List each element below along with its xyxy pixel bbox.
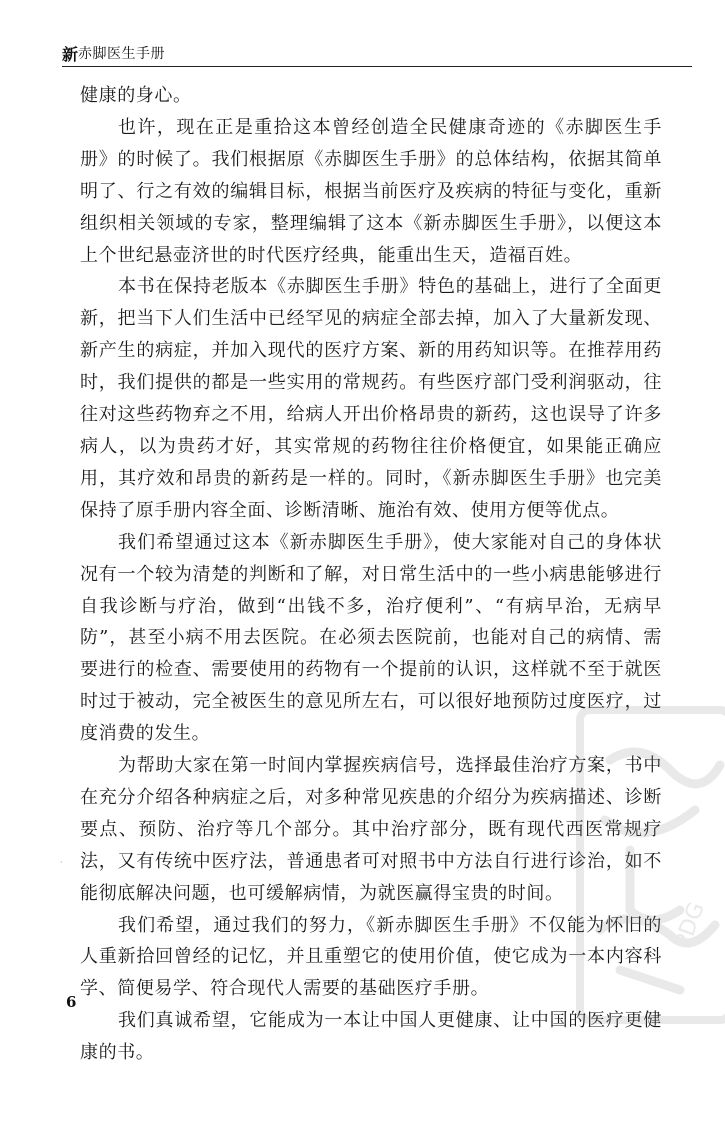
paragraph: 我们希望通过这本《新赤脚医生手册》，使大家能对自己的身体状况有一个较为清楚的判断和了解，对日常生活中的一些小病患能够进行自我诊断与疗治，做到“出钱不多，治疗便利”、“有病早治，无病早防”，甚至小病不用去医院。在必须去医院前，也能对自己的病情、需要进行的检查、需要使用的药物有一个提前的认识，这样就不至于就医时过于被动，完全被医生的意见所左右，可以很好地预防过度医疗，过度消费的发生。: [80, 531, 662, 745]
paragraph: 我们真诚希望，它能成为一本让中国人更健康、让中国的医疗更健康的书。: [80, 1010, 662, 1064]
body-text: [80, 80, 662, 1069]
paragraph: 本书在保持老版本《赤脚医生手册》特色的基础上，进行了全面更新，把当下人们生活中已经罕见的病症全部去掉，加入了大量新发现、新产生的病症，并加入现代的医疗方案、新的用药知识等。在推荐用药时，我们提供的都是一些实用的常规药。有些医疗部门受利润驱动，往往对这些药物弃之不用，给病人开出价格昂贵的新药，这也误导了许多病人，以为贵药才好，其实常规的药物往往价格便宜，如果能正确应用，其疗效和昂贵的新药是一样的。同时，《新赤脚医生手册》也完美保持了原手册内容全面、诊断清晰、施治有效、使用方便等优点。: [80, 276, 662, 521]
paragraph: 也许，现在正是重拾这本曾经创造全民健康奇迹的《赤脚医生手册》的时候了。我们根据原《赤脚医生手册》的总体结构，依据其简单明了、行之有效的编辑目标，根据当前医疗及疾病的特征与变化，重新组织相关领域的专家，整理编辑了这本《新赤脚医生手册》，以便这本上个世纪悬壶济世的时代医疗经典，能重出生天，造福百姓。: [80, 116, 662, 266]
paragraph-continuation: 健康的身心。: [80, 85, 192, 106]
watermark-label: PDG: [670, 899, 710, 953]
paragraph: 为帮助大家在第一时间内掌握疾病信号，选择最佳治疗方案，书中在充分介绍各种病症之后，对多种常见疾患的介绍分为疾病描述、诊断要点、预防、治疗等几个部分。其中治疗部分，既有现代西医常规疗法，又有传统中医疗法，普通患者可对照书中方法自行进行诊治，如不能彻底解决问题，也可缓解病情，为就医赢得宝贵的时间。: [80, 755, 662, 904]
header-title: 赤脚医生手册: [78, 46, 165, 62]
page-number: 6: [66, 993, 77, 1011]
running-head: [62, 40, 692, 67]
paragraph: 我们希望，通过我们的努力，《新赤脚医生手册》不仅能为怀旧的人重新拾回曾经的记忆，并且重塑它的使用价值，使它成为一本内容科学、简便易学、符合现代人需要的基础医疗手册。: [80, 914, 662, 1000]
stray-mark: ·: [60, 858, 63, 867]
header-mark: 新: [62, 45, 79, 64]
